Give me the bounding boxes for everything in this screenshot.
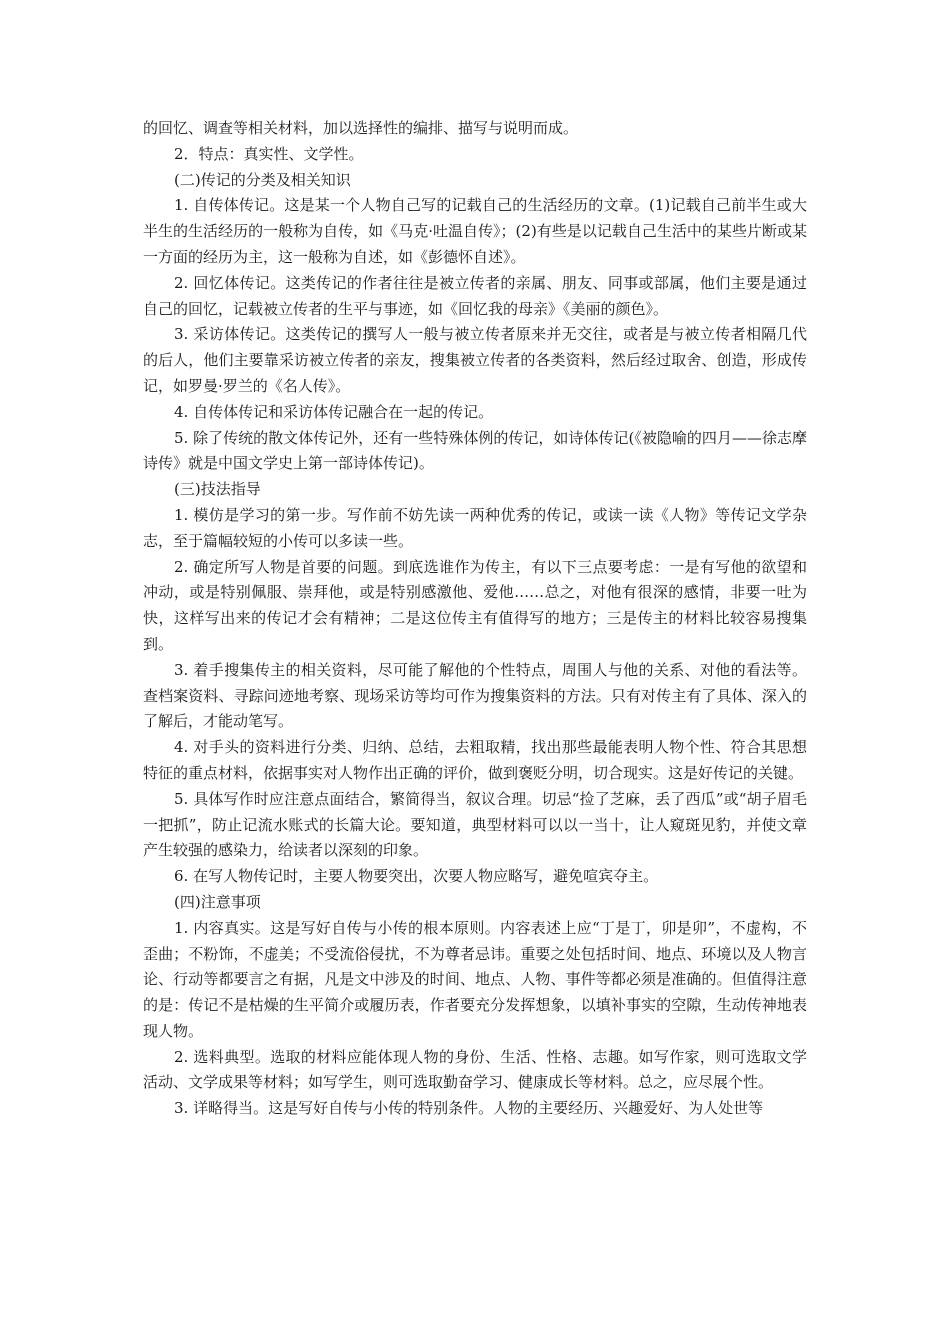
paragraph-note-3: 3. 详略得当。这是写好自传与小传的特别条件。人物的主要经历、兴趣爱好、为人处世等 xyxy=(174,1099,764,1118)
paragraph-note-1: 1. 内容真实。这是写好自传与小传的根本原则。内容表述上应“丁是丁，卯是卯”，不虚构，不歪曲；不粉饰，不虚美；不受流俗侵扰，不为尊者忌讳。重要之处包括时间、地点、环境以及人物言论、行动等都要言之有据，凡是文中涉及的时间、地点、人物、事件等都必须是准确的。但值得注意的是：传记不是枯燥的生平简介或履历表，作者要充分发挥想象，以填补事实的空隙，生动传神地表现人物。 xyxy=(143,918,807,1040)
paragraph-autobiography: 1. 自传体传记。这是某一个人物自己写的记载自己的生活经历的文章。(1)记载自己前半生或大半生的生活经历的一般称为自传，如《马克·吐温自传》；(2)有些是以记载自己生活中的某些片断或某一方面的经历为主，这一般称为自述，如《彭德怀自述》。 xyxy=(143,196,807,266)
paragraph-combined-biography: 4. 自传体传记和采访体传记融合在一起的传记。 xyxy=(174,402,494,421)
paragraph-technique-2: 2. 确定所写人物是首要的问题。到底选谁作为传主，有以下三点要考虑：一是有写他的欲望和冲动，或是特别佩服、崇拜他，或是特别感激他、爱他……总之，对他有很深的感情，非要一吐为快，这样写出来的传记才会有精神；二是这位传主有值得写的地方；三是传主的材料比较容易搜集到。 xyxy=(143,557,807,653)
paragraph-technique-4: 4. 对手头的资料进行分类、归纳、总结，去粗取精，找出那些最能表明人物个性、符合其思想特征的重点材料，依据事实对人物作出正确的评价，做到褒贬分明，切合现实。这是好传记的关键。 xyxy=(143,738,807,782)
paragraph-special-forms: 5. 除了传统的散文体传记外，还有一些特殊体例的传记，如诗体传记(《被隐喻的四月——徐志摩诗传》就是中国文学史上第一部诗体传记)。 xyxy=(143,428,807,473)
paragraph-interview-biography: 3. 采访体传记。这类传记的撰写人一般与被立传者原来并无交往，或者是与被立传者相隔几代的后人，他们主要靠采访被立传者的亲友，搜集被立传者的各类资料，然后经过取舍、创造，形成传记，如罗曼·罗兰的《名人传》。 xyxy=(143,325,807,395)
section-heading-classification: (二)传记的分类及相关知识 xyxy=(174,170,351,189)
paragraph-note-2: 2. 选料典型。选取的材料应能体现人物的身份、生活、性格、志趣。如写作家，则可选取文学活动、文学成果等材料；如写学生，则可选取勤奋学习、健康成长等材料。总之，应尽展个性。 xyxy=(143,1047,807,1092)
document-page xyxy=(143,116,807,1122)
paragraph-technique-5: 5. 具体写作时应注意点面结合，繁简得当，叙议合理。切忌“捡了芝麻，丢了西瓜”或“胡子眉毛一把抓”，防止记流水账式的长篇大论。要知道，典型材料可以以一当十，让人窥斑见豹，并使文章产生较强的感染力，给读者以深刻的印象。 xyxy=(143,789,807,860)
section-heading-technique: (三)技法指导 xyxy=(174,480,261,499)
paragraph-technique-6: 6. 在写人物传记时，主要人物要突出，次要人物应略写，避免喧宾夺主。 xyxy=(174,867,659,886)
paragraph-technique-3: 3. 着手搜集传主的相关资料，尽可能了解他的个性特点，周围人与他的关系、对他的看法等。查档案资料、寻踪问迹地考察、现场采访等均可作为搜集资料的方法。只有对传主有了具体、深入的了解后，才能动笔写。 xyxy=(143,660,807,731)
paragraph-intro-continuation: 的回忆、调查等相关材料，加以选择性的编排、描写与说明而成。 xyxy=(143,119,579,137)
section-heading-notes: (四)注意事项 xyxy=(174,892,261,911)
paragraph-characteristics: 2．特点：真实性、文学性。 xyxy=(174,144,364,163)
paragraph-technique-1: 1. 模仿是学习的第一步。写作前不妨先读一两种优秀的传记，或读一读《人物》等传记文学杂志，至于篇幅较短的小传可以多读一些。 xyxy=(143,505,807,550)
paragraph-memoir-biography: 2. 回忆体传记。这类传记的作者往往是被立传者的亲属、朋友、同事或部属，他们主要是通过自己的回忆，记载被立传者的生平与事迹，如《回忆我的母亲》《美丽的颜色》。 xyxy=(143,273,807,318)
